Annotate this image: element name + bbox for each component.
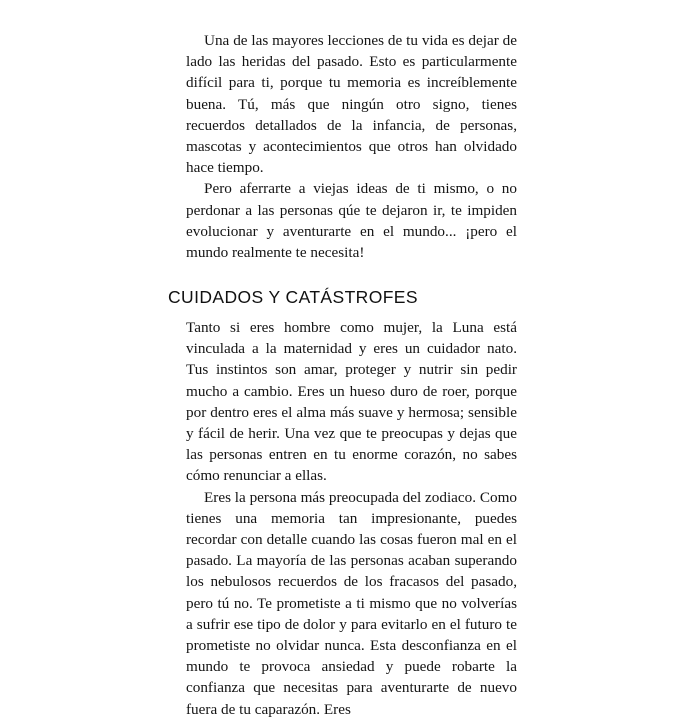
- paragraph-nurturer: Tanto si eres hombre como mujer, la Luna está vinculada a la maternidad y eres un cuidador nato. Tus instintos son amar, proteger y nutrir sin pedir mucho a cambio. Eres un hueso duro de roer, porque por dentro eres el alma más suave y hermosa; sensible y fácil de herir. Una vez que te preocupas y dejas que las personas entren en tu enorme corazón, no sabes cómo renunciar a ellas.: [186, 319, 517, 485]
- paragraph-worrier: Eres la persona más preocupada del zodiaco. Como tienes una memoria tan impresionante, puedes recordar con detalle cuando las cosas fueron mal en el pasado. La mayoría de las personas acaban superando los nebulosos recuerdos de los fracasos del pasado, pero tú no. Te prometiste a ti mismo que no volverías a sufrir ese tipo de dolor y para evitarlo en el futuro te prometiste no olvidar nunca. Esta desconfianza en el mundo te provoca ansiedad y puede robarte la confianza que necesitas para aventurarte de nuevo fuera de tu caparazón. Eres: [186, 488, 517, 718]
- intro-text-block: [186, 30, 517, 263]
- paragraph-letting-go: Una de las mayores lecciones de tu vida es dejar de lado las heridas del pasado. Esto es particularmente difícil para ti, porque tu memoria es increíblemente buena. Tú, más que ningún otro signo, tienes recuerdos detallados de la infancia, de personas, mascotas y acontecimientos que otros han olvidado hace tiempo.: [186, 32, 517, 177]
- paragraph-old-ideas: Pero aferrarte a viejas ideas de ti mismo, o no perdonar a las personas qúe te dejaron ir, te impiden evolucionar y aventurarte en el mundo... ¡pero el mundo realmente te necesita!: [186, 180, 517, 262]
- section-heading: CUIDADOS Y CATÁSTROFES: [168, 287, 418, 307]
- section-text-block: [186, 317, 517, 720]
